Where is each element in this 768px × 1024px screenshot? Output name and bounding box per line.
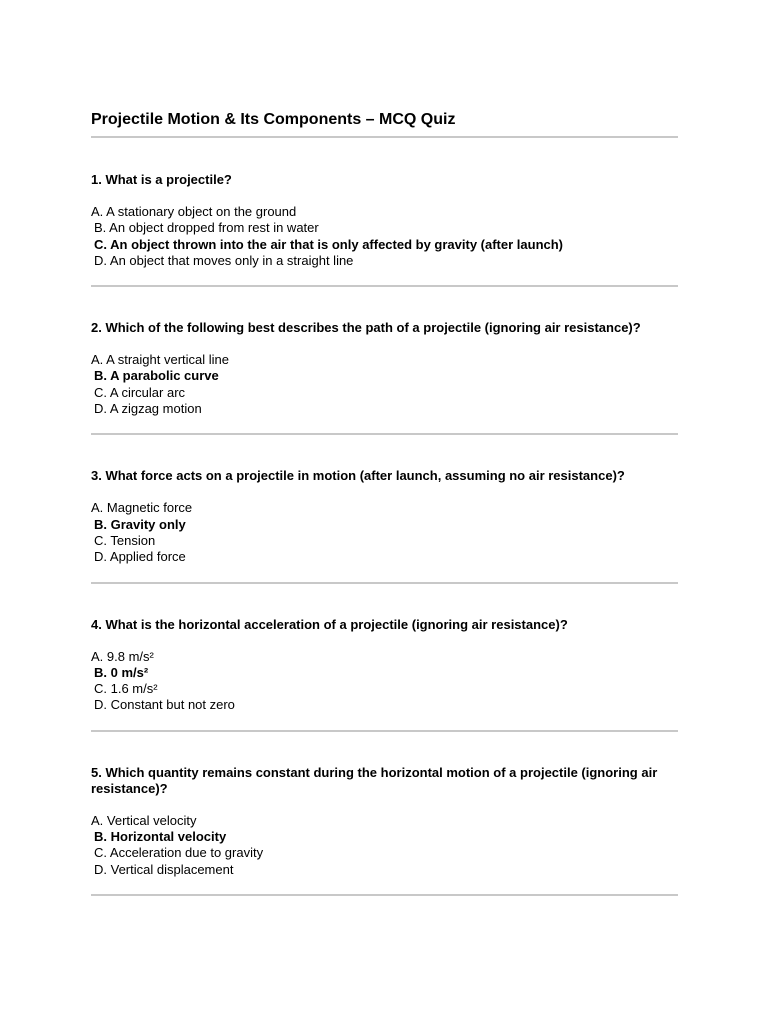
option-3d: D. Applied force bbox=[94, 549, 186, 565]
question-block-2 bbox=[91, 287, 678, 433]
option-2d: D. A zigzag motion bbox=[94, 401, 202, 417]
page-title: Projectile Motion & Its Components – MCQ Quiz bbox=[91, 111, 456, 128]
option-list-5 bbox=[91, 813, 678, 878]
question-block-4 bbox=[91, 584, 678, 730]
option-4a: A. 9.8 m/s² bbox=[91, 648, 154, 664]
option-1c-correct: C. An object thrown into the air that is only affected by gravity (after launch) bbox=[94, 236, 564, 252]
option-2c: C. A circular arc bbox=[94, 384, 186, 400]
option-1d: D. An object that moves only in a straight line bbox=[94, 252, 354, 268]
option-2a: A. A straight vertical line bbox=[91, 352, 230, 368]
option-list-3 bbox=[91, 500, 678, 565]
question-list bbox=[91, 138, 678, 896]
option-3b-correct: B. Gravity only bbox=[94, 516, 186, 532]
option-4c: C. 1.6 m/s² bbox=[94, 681, 158, 697]
option-list-4 bbox=[91, 649, 678, 714]
question-block-3 bbox=[91, 435, 678, 581]
question-text-1: 1. What is a projectile? bbox=[91, 172, 232, 187]
option-5c: C. Acceleration due to gravity bbox=[94, 845, 264, 861]
option-list-1 bbox=[91, 204, 678, 269]
option-2b-correct: B. A parabolic curve bbox=[94, 368, 219, 384]
question-divider-5 bbox=[91, 894, 678, 896]
quiz-document bbox=[91, 110, 678, 896]
option-5d: D. Vertical displacement bbox=[94, 861, 234, 877]
option-5b-correct: B. Horizontal velocity bbox=[94, 829, 227, 845]
option-1a: A. A stationary object on the ground bbox=[91, 204, 297, 219]
question-block-1 bbox=[91, 138, 678, 285]
option-3a: A. Magnetic force bbox=[91, 500, 193, 516]
option-1b: B. An object dropped from rest in water bbox=[94, 220, 319, 236]
option-4d: D. Constant but not zero bbox=[94, 697, 235, 713]
question-block-5 bbox=[91, 732, 678, 894]
question-text-3: 3. What force acts on a projectile in motion (after launch, assuming no air resistance)? bbox=[91, 468, 625, 484]
question-text-5: 5. Which quantity remains constant during the horizontal motion of a projectile (ignoring air resistance)? bbox=[91, 764, 658, 796]
question-text-2: 2. Which of the following best describes the path of a projectile (ignoring air resistance)? bbox=[91, 320, 641, 336]
option-5a: A. Vertical velocity bbox=[91, 812, 197, 828]
option-4b-correct: B. 0 m/s² bbox=[94, 664, 149, 680]
question-text-4: 4. What is the horizontal acceleration of a projectile (ignoring air resistance)? bbox=[91, 616, 568, 632]
option-3c: C. Tension bbox=[94, 532, 156, 548]
option-list-2 bbox=[91, 352, 678, 417]
